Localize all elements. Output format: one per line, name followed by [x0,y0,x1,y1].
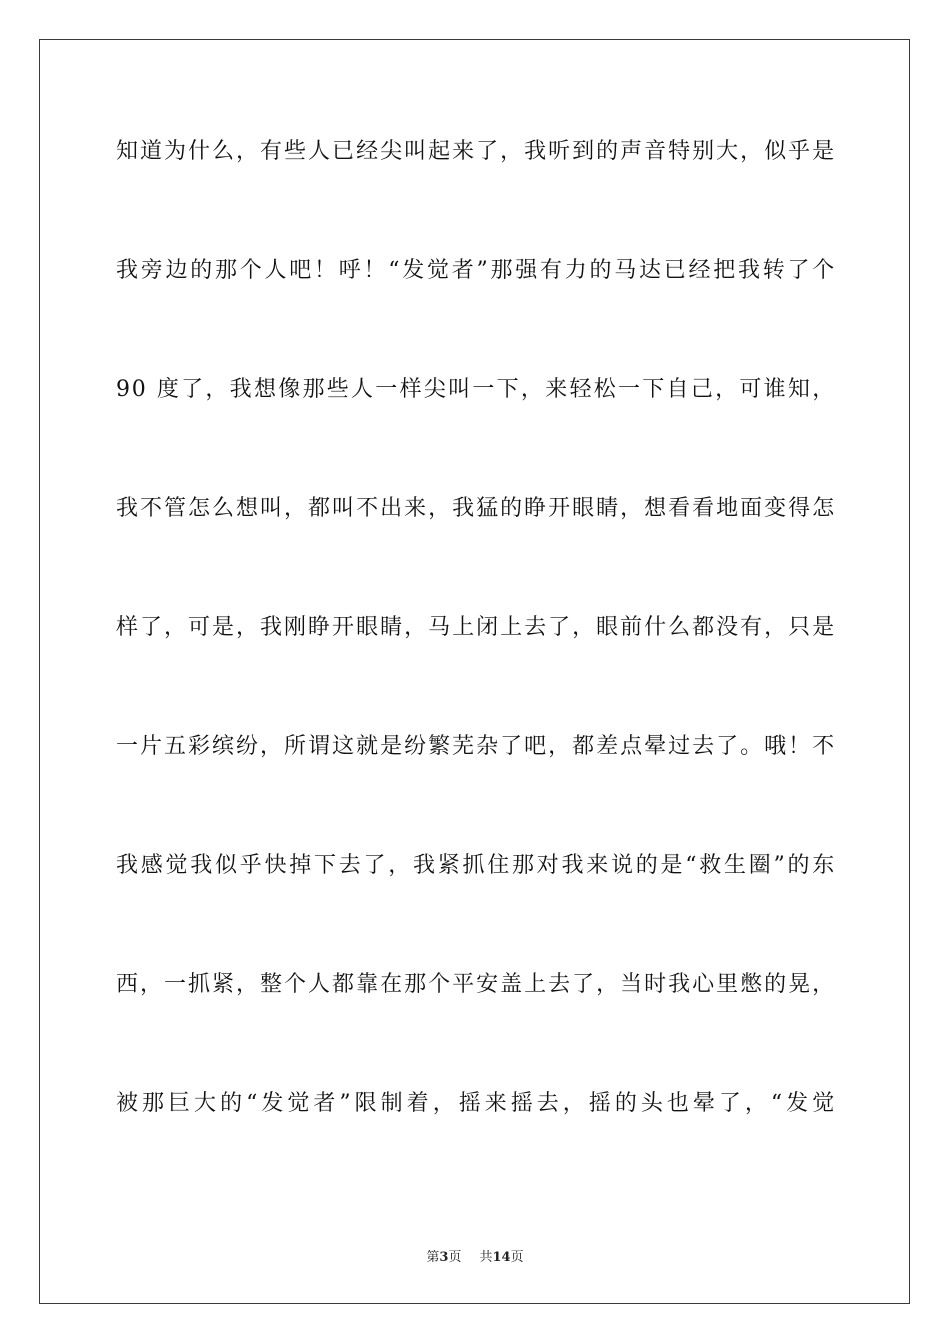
page-prefix: 第 [426,1250,440,1265]
total-prefix: 共 [479,1250,493,1265]
page-indicator [426,1250,461,1265]
text-line-3: 90 度了，我想像那些人一样尖叫一下，来轻松一下自己，可谁知， [116,377,836,402]
text-line-7: 我感觉我似乎快掉下去了，我紧抓住那对我来说的是“救生圈”的东 [116,853,836,878]
page-suffix: 页 [448,1250,462,1265]
text-line-9: 被那巨大的“发觉者”限制着，摇来摇去，摇的头也晕了，“发觉 [116,1091,836,1116]
body-text [116,128,836,1128]
text-line-2: 我旁边的那个人吧！呼！“发觉者”那强有力的马达已经把我转了个 [116,258,836,283]
page-number: 3 [439,1250,449,1265]
text-line-8: 西，一抓紧，整个人都靠在那个平安盖上去了，当时我心里憋的晃， [116,972,836,997]
text-line-5: 样了，可是，我刚睁开眼睛，马上闭上去了，眼前什么都没有，只是 [116,615,836,640]
total-indicator [479,1250,523,1265]
text-line-1: 知道为什么，有些人已经尖叫起来了，我听到的声音特别大，似乎是 [116,139,836,164]
page-footer [0,1246,950,1265]
text-line-4: 我不管怎么想叫，都叫不出来，我猛的睁开眼睛，想看看地面变得怎 [116,496,836,521]
total-pages: 14 [492,1250,511,1265]
total-suffix: 页 [510,1250,524,1265]
text-line-6: 一片五彩缤纷，所谓这就是纷繁芜杂了吧，都差点晕过去了。哦！不 [116,734,836,759]
